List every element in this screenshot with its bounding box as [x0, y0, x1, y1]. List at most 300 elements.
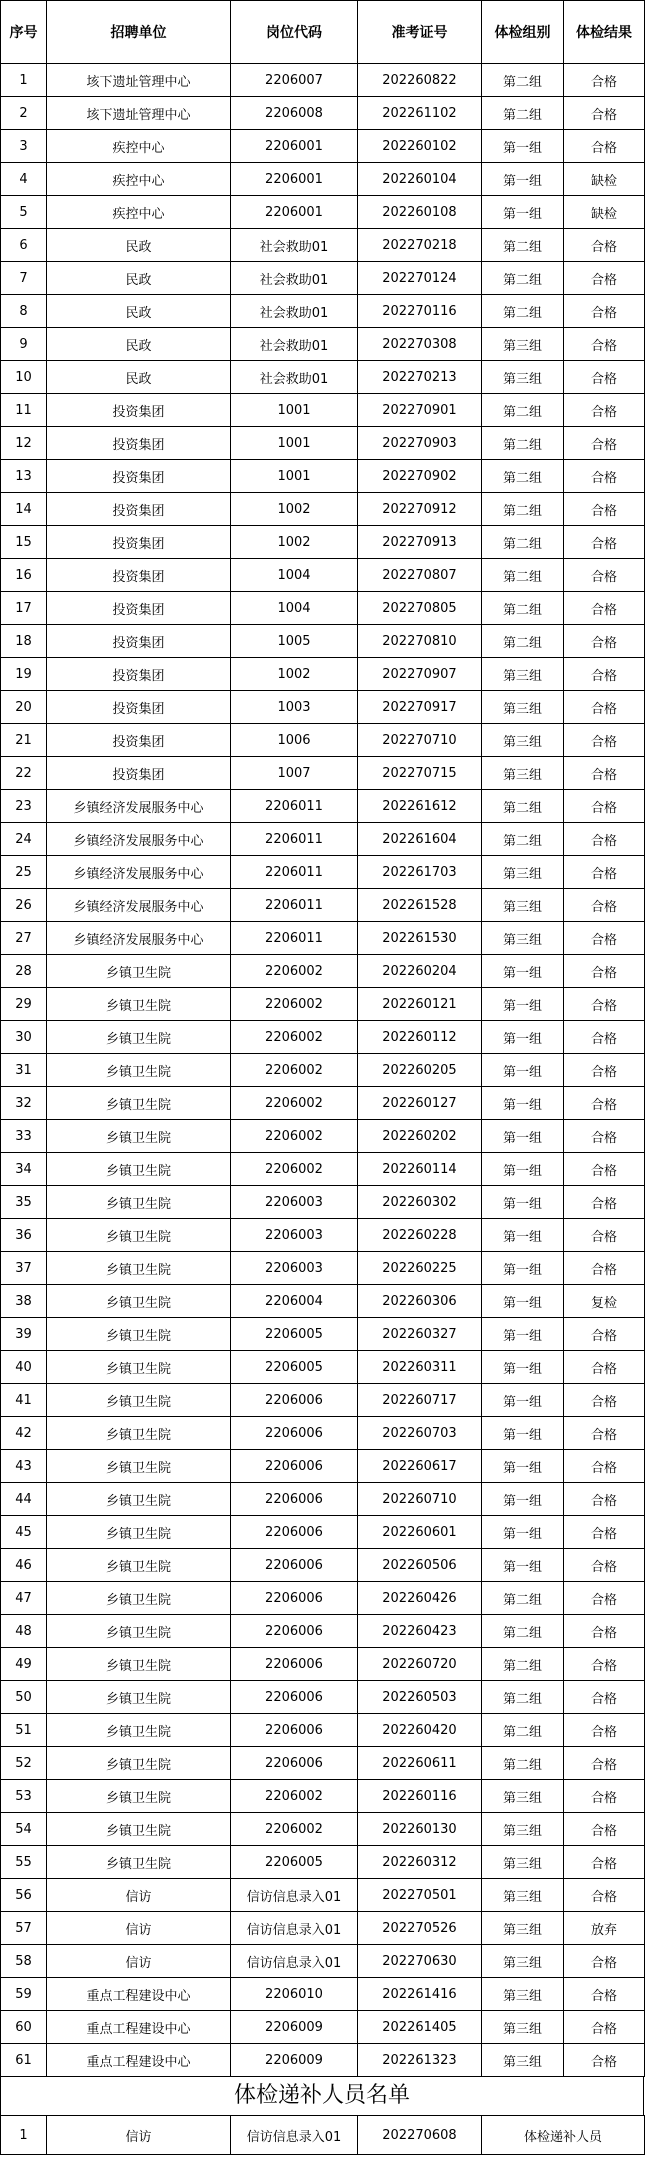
cell-ticket-number: 202270218	[358, 229, 482, 262]
cell-exam-result: 合格	[564, 460, 645, 493]
cell-exam-group: 第二组	[482, 394, 564, 427]
cell-ticket-number: 202260127	[358, 1087, 482, 1120]
cell-employer: 乡镇卫生院	[47, 1417, 231, 1450]
cell-index: 23	[1, 790, 47, 823]
cell-employer: 乡镇卫生院	[47, 1483, 231, 1516]
cell-ticket-number: 202260116	[358, 1780, 482, 1813]
cell-position-code: 1002	[231, 658, 358, 691]
cell-exam-group: 第三组	[482, 1846, 564, 1879]
cell-position-code: 1001	[231, 460, 358, 493]
cell-employer: 投资集团	[47, 493, 231, 526]
table-row	[1, 1615, 645, 1648]
cell-index: 39	[1, 1318, 47, 1351]
cell-index: 11	[1, 394, 47, 427]
cell-position-code: 2206006	[231, 1648, 358, 1681]
table-row	[1, 427, 645, 460]
cell-exam-result: 合格	[564, 1417, 645, 1450]
cell-position-code: 2206003	[231, 1219, 358, 1252]
cell-index: 42	[1, 1417, 47, 1450]
cell-exam-group: 第二组	[482, 262, 564, 295]
cell-exam-result: 合格	[564, 922, 645, 955]
cell-employer: 乡镇经济发展服务中心	[47, 823, 231, 856]
cell-position-code: 2206006	[231, 1681, 358, 1714]
cell-exam-result: 合格	[564, 1450, 645, 1483]
cell-exam-result: 合格	[564, 1747, 645, 1780]
cell-ticket-number: 202261102	[358, 97, 482, 130]
cell-position-code: 1001	[231, 394, 358, 427]
cell-position-code: 2206006	[231, 1450, 358, 1483]
table-row	[1, 64, 645, 97]
cell-exam-group: 第三组	[482, 1945, 564, 1978]
cell-employer: 信访	[47, 1945, 231, 1978]
cell-exam-result: 合格	[564, 1252, 645, 1285]
table-row	[1, 1384, 645, 1417]
cell-position-code: 2206006	[231, 1714, 358, 1747]
cell-exam-result: 合格	[564, 2011, 645, 2044]
table-row	[1, 1120, 645, 1153]
cell-position-code: 2206002	[231, 1054, 358, 1087]
cell-index: 45	[1, 1516, 47, 1549]
cell-position-code: 2206009	[231, 2011, 358, 2044]
cell-employer: 乡镇经济发展服务中心	[47, 790, 231, 823]
cell-position-code: 2206010	[231, 1978, 358, 2011]
cell-employer: 信访	[47, 1912, 231, 1945]
cell-employer: 乡镇卫生院	[47, 1450, 231, 1483]
cell-position-code: 2206006	[231, 1516, 358, 1549]
cell-position-code: 2206001	[231, 163, 358, 196]
cell-position-code: 2206011	[231, 889, 358, 922]
cell-exam-result: 合格	[564, 1153, 645, 1186]
table-row	[1, 130, 645, 163]
cell-exam-result: 合格	[564, 1648, 645, 1681]
cell-exam-group: 第一组	[482, 1087, 564, 1120]
cell-index: 35	[1, 1186, 47, 1219]
cell-ticket-number: 202260104	[358, 163, 482, 196]
cell-exam-result: 合格	[564, 1318, 645, 1351]
cell-position-code: 2206006	[231, 1747, 358, 1780]
cell-exam-result: 合格	[564, 262, 645, 295]
table-row	[1, 1978, 645, 2011]
header-index: 序号	[1, 1, 47, 64]
cell-index: 50	[1, 1681, 47, 1714]
table-row	[1, 1285, 645, 1318]
cell-exam-group: 第二组	[482, 229, 564, 262]
cell-index: 5	[1, 196, 47, 229]
cell-exam-result: 合格	[564, 1813, 645, 1846]
cell-exam-group: 第三组	[482, 1978, 564, 2011]
cell-position-code: 2206005	[231, 1318, 358, 1351]
table-row	[1, 658, 645, 691]
cell-position-code: 信访信息录入01	[231, 2116, 358, 2155]
cell-employer: 投资集团	[47, 691, 231, 724]
cell-exam-group: 第三组	[482, 2044, 564, 2077]
cell-exam-group: 第三组	[482, 2011, 564, 2044]
cell-exam-group: 第三组	[482, 658, 564, 691]
cell-exam-result: 合格	[564, 1021, 645, 1054]
cell-exam-result: 合格	[564, 625, 645, 658]
table-row	[1, 493, 645, 526]
cell-exam-result: 合格	[564, 1879, 645, 1912]
cell-position-code: 1004	[231, 559, 358, 592]
cell-ticket-number: 202260506	[358, 1549, 482, 1582]
cell-employer: 民政	[47, 328, 231, 361]
cell-ticket-number: 202270913	[358, 526, 482, 559]
cell-index: 40	[1, 1351, 47, 1384]
cell-exam-result: 合格	[564, 559, 645, 592]
cell-ticket-number: 202270901	[358, 394, 482, 427]
cell-index: 29	[1, 988, 47, 1021]
cell-index: 44	[1, 1483, 47, 1516]
supplement-row	[1, 2116, 645, 2155]
cell-exam-result: 合格	[564, 1516, 645, 1549]
cell-exam-group: 第二组	[482, 625, 564, 658]
cell-ticket-number: 202260717	[358, 1384, 482, 1417]
cell-index: 52	[1, 1747, 47, 1780]
cell-ticket-number: 202260112	[358, 1021, 482, 1054]
table-row	[1, 2044, 645, 2077]
cell-exam-group: 第二组	[482, 1714, 564, 1747]
cell-index: 17	[1, 592, 47, 625]
cell-exam-result: 放弃	[564, 1912, 645, 1945]
cell-exam-group: 第一组	[482, 1351, 564, 1384]
cell-ticket-number: 202260225	[358, 1252, 482, 1285]
cell-ticket-number: 202260601	[358, 1516, 482, 1549]
cell-ticket-number: 202260312	[358, 1846, 482, 1879]
cell-exam-group: 第二组	[482, 64, 564, 97]
cell-exam-group: 第一组	[482, 1516, 564, 1549]
cell-exam-group: 第三组	[482, 1912, 564, 1945]
cell-exam-result: 合格	[564, 1219, 645, 1252]
table-row	[1, 922, 645, 955]
cell-exam-group: 第二组	[482, 97, 564, 130]
cell-exam-result: 合格	[564, 295, 645, 328]
cell-employer: 重点工程建设中心	[47, 2044, 231, 2077]
cell-exam-result: 合格	[564, 1582, 645, 1615]
cell-exam-result: 合格	[564, 1945, 645, 1978]
cell-position-code: 社会救助01	[231, 229, 358, 262]
cell-exam-result: 合格	[564, 790, 645, 823]
cell-employer: 信访	[47, 2116, 231, 2155]
cell-exam-group: 第三组	[482, 889, 564, 922]
cell-employer: 乡镇卫生院	[47, 1054, 231, 1087]
cell-ticket-number: 202270630	[358, 1945, 482, 1978]
cell-index: 53	[1, 1780, 47, 1813]
cell-employer: 民政	[47, 262, 231, 295]
cell-index: 60	[1, 2011, 47, 2044]
table-row	[1, 823, 645, 856]
cell-ticket-number: 202260228	[358, 1219, 482, 1252]
table-row	[1, 724, 645, 757]
cell-index: 56	[1, 1879, 47, 1912]
cell-exam-group: 第二组	[482, 295, 564, 328]
header-position-code: 岗位代码	[231, 1, 358, 64]
cell-position-code: 2206011	[231, 922, 358, 955]
cell-position-code: 2206002	[231, 1813, 358, 1846]
cell-exam-group: 第一组	[482, 163, 564, 196]
cell-note: 体检递补人员	[482, 2116, 645, 2155]
supplement-table	[0, 2115, 645, 2155]
cell-exam-result: 合格	[564, 361, 645, 394]
cell-position-code: 2206007	[231, 64, 358, 97]
cell-exam-group: 第一组	[482, 1285, 564, 1318]
cell-employer: 乡镇卫生院	[47, 955, 231, 988]
table-row	[1, 625, 645, 658]
cell-ticket-number: 202270907	[358, 658, 482, 691]
table-row	[1, 1813, 645, 1846]
cell-exam-result: 合格	[564, 1054, 645, 1087]
cell-index: 25	[1, 856, 47, 889]
cell-index: 43	[1, 1450, 47, 1483]
cell-ticket-number: 202260703	[358, 1417, 482, 1450]
cell-index: 15	[1, 526, 47, 559]
cell-index: 14	[1, 493, 47, 526]
cell-employer: 乡镇卫生院	[47, 1747, 231, 1780]
cell-index: 47	[1, 1582, 47, 1615]
cell-ticket-number: 202260202	[358, 1120, 482, 1153]
cell-ticket-number: 202261405	[358, 2011, 482, 2044]
cell-exam-result: 合格	[564, 1351, 645, 1384]
table-row	[1, 988, 645, 1021]
cell-exam-result: 合格	[564, 757, 645, 790]
table-row	[1, 1549, 645, 1582]
cell-exam-group: 第一组	[482, 1021, 564, 1054]
cell-exam-group: 第一组	[482, 1186, 564, 1219]
cell-employer: 乡镇经济发展服务中心	[47, 856, 231, 889]
table-row	[1, 1417, 645, 1450]
cell-exam-group: 第二组	[482, 526, 564, 559]
results-body	[1, 64, 645, 2077]
cell-index: 33	[1, 1120, 47, 1153]
supplement-body	[1, 2116, 645, 2155]
table-row	[1, 1648, 645, 1681]
table-row	[1, 1516, 645, 1549]
cell-exam-group: 第二组	[482, 427, 564, 460]
cell-exam-group: 第二组	[482, 559, 564, 592]
table-row	[1, 889, 645, 922]
cell-ticket-number: 202261612	[358, 790, 482, 823]
cell-index: 49	[1, 1648, 47, 1681]
cell-ticket-number: 202260426	[358, 1582, 482, 1615]
table-row	[1, 394, 645, 427]
cell-ticket-number: 202270715	[358, 757, 482, 790]
cell-employer: 垓下遗址管理中心	[47, 97, 231, 130]
cell-employer: 乡镇卫生院	[47, 1087, 231, 1120]
cell-position-code: 2206011	[231, 823, 358, 856]
cell-index: 19	[1, 658, 47, 691]
cell-employer: 投资集团	[47, 658, 231, 691]
cell-position-code: 2206003	[231, 1186, 358, 1219]
cell-ticket-number: 202270810	[358, 625, 482, 658]
cell-employer: 乡镇卫生院	[47, 1516, 231, 1549]
table-row	[1, 1219, 645, 1252]
cell-ticket-number: 202261604	[358, 823, 482, 856]
cell-employer: 乡镇卫生院	[47, 1219, 231, 1252]
cell-index: 24	[1, 823, 47, 856]
cell-ticket-number: 202260327	[358, 1318, 482, 1351]
table-row	[1, 196, 645, 229]
cell-employer: 乡镇卫生院	[47, 988, 231, 1021]
table-row	[1, 1945, 645, 1978]
cell-ticket-number: 202260720	[358, 1648, 482, 1681]
cell-position-code: 2206002	[231, 1780, 358, 1813]
cell-position-code: 1006	[231, 724, 358, 757]
cell-ticket-number: 202260121	[358, 988, 482, 1021]
cell-index: 26	[1, 889, 47, 922]
cell-employer: 乡镇卫生院	[47, 1714, 231, 1747]
cell-ticket-number: 202260205	[358, 1054, 482, 1087]
cell-exam-group: 第三组	[482, 328, 564, 361]
cell-index: 7	[1, 262, 47, 295]
cell-ticket-number: 202260710	[358, 1483, 482, 1516]
cell-position-code: 2206002	[231, 1120, 358, 1153]
cell-ticket-number: 202260420	[358, 1714, 482, 1747]
cell-exam-group: 第二组	[482, 1582, 564, 1615]
cell-exam-result: 合格	[564, 988, 645, 1021]
cell-position-code: 1002	[231, 493, 358, 526]
cell-position-code: 社会救助01	[231, 262, 358, 295]
cell-exam-group: 第一组	[482, 1252, 564, 1285]
cell-position-code: 2206006	[231, 1417, 358, 1450]
cell-exam-group: 第一组	[482, 1318, 564, 1351]
cell-ticket-number: 202270116	[358, 295, 482, 328]
cell-position-code: 2206003	[231, 1252, 358, 1285]
cell-position-code: 2206008	[231, 97, 358, 130]
cell-exam-group: 第二组	[482, 1648, 564, 1681]
cell-exam-group: 第三组	[482, 361, 564, 394]
cell-position-code: 2206002	[231, 955, 358, 988]
cell-ticket-number: 202260108	[358, 196, 482, 229]
cell-employer: 投资集团	[47, 592, 231, 625]
cell-employer: 垓下遗址管理中心	[47, 64, 231, 97]
cell-exam-group: 第一组	[482, 1417, 564, 1450]
cell-ticket-number: 202260114	[358, 1153, 482, 1186]
cell-ticket-number: 202261323	[358, 2044, 482, 2077]
cell-employer: 乡镇卫生院	[47, 1120, 231, 1153]
cell-employer: 投资集团	[47, 460, 231, 493]
cell-employer: 民政	[47, 229, 231, 262]
cell-index: 22	[1, 757, 47, 790]
table-row	[1, 1747, 645, 1780]
cell-exam-group: 第一组	[482, 1153, 564, 1186]
cell-position-code: 2206006	[231, 1582, 358, 1615]
cell-employer: 乡镇卫生院	[47, 1384, 231, 1417]
table-row	[1, 1450, 645, 1483]
cell-position-code: 2206011	[231, 790, 358, 823]
cell-exam-result: 合格	[564, 1681, 645, 1714]
cell-ticket-number: 202260204	[358, 955, 482, 988]
cell-employer: 乡镇卫生院	[47, 1648, 231, 1681]
cell-position-code: 2206011	[231, 856, 358, 889]
cell-exam-result: 合格	[564, 1846, 645, 1879]
header-row	[1, 1, 645, 64]
cell-exam-result: 合格	[564, 1714, 645, 1747]
cell-position-code: 1007	[231, 757, 358, 790]
cell-employer: 乡镇经济发展服务中心	[47, 922, 231, 955]
cell-exam-result: 合格	[564, 1978, 645, 2011]
cell-exam-result: 合格	[564, 724, 645, 757]
cell-exam-result: 合格	[564, 1483, 645, 1516]
cell-exam-group: 第一组	[482, 1483, 564, 1516]
table-row	[1, 1780, 645, 1813]
cell-exam-group: 第三组	[482, 1879, 564, 1912]
cell-index: 46	[1, 1549, 47, 1582]
cell-exam-group: 第二组	[482, 823, 564, 856]
cell-ticket-number: 202260130	[358, 1813, 482, 1846]
cell-exam-result: 合格	[564, 493, 645, 526]
cell-employer: 乡镇卫生院	[47, 1186, 231, 1219]
cell-index: 1	[1, 2116, 47, 2155]
cell-ticket-number: 202261703	[358, 856, 482, 889]
table-row	[1, 1186, 645, 1219]
cell-employer: 乡镇卫生院	[47, 1813, 231, 1846]
cell-exam-result: 合格	[564, 856, 645, 889]
cell-index: 9	[1, 328, 47, 361]
table-row	[1, 1714, 645, 1747]
table-row	[1, 1846, 645, 1879]
cell-position-code: 2206004	[231, 1285, 358, 1318]
cell-ticket-number: 202260822	[358, 64, 482, 97]
cell-index: 6	[1, 229, 47, 262]
cell-position-code: 2206002	[231, 988, 358, 1021]
cell-exam-result: 合格	[564, 394, 645, 427]
cell-exam-group: 第三组	[482, 1780, 564, 1813]
cell-exam-result: 合格	[564, 328, 645, 361]
cell-exam-group: 第一组	[482, 1054, 564, 1087]
cell-exam-group: 第二组	[482, 460, 564, 493]
table-row	[1, 1021, 645, 1054]
table-row	[1, 460, 645, 493]
table-row	[1, 1879, 645, 1912]
cell-exam-result: 缺检	[564, 163, 645, 196]
cell-employer: 乡镇卫生院	[47, 1021, 231, 1054]
cell-index: 3	[1, 130, 47, 163]
cell-ticket-number: 202260302	[358, 1186, 482, 1219]
cell-exam-result: 合格	[564, 889, 645, 922]
cell-ticket-number: 202260102	[358, 130, 482, 163]
cell-exam-result: 合格	[564, 2044, 645, 2077]
cell-exam-result: 合格	[564, 691, 645, 724]
cell-index: 51	[1, 1714, 47, 1747]
cell-position-code: 1004	[231, 592, 358, 625]
cell-index: 18	[1, 625, 47, 658]
cell-ticket-number: 202270526	[358, 1912, 482, 1945]
table-row	[1, 1087, 645, 1120]
cell-exam-group: 第二组	[482, 1747, 564, 1780]
cell-position-code: 2206006	[231, 1384, 358, 1417]
cell-exam-group: 第一组	[482, 1219, 564, 1252]
cell-position-code: 信访信息录入01	[231, 1912, 358, 1945]
cell-exam-group: 第二组	[482, 1681, 564, 1714]
cell-employer: 投资集团	[47, 724, 231, 757]
cell-employer: 信访	[47, 1879, 231, 1912]
cell-exam-result: 合格	[564, 955, 645, 988]
table-row	[1, 1483, 645, 1516]
cell-exam-result: 合格	[564, 427, 645, 460]
cell-index: 54	[1, 1813, 47, 1846]
cell-employer: 乡镇卫生院	[47, 1846, 231, 1879]
cell-exam-group: 第一组	[482, 1549, 564, 1582]
cell-exam-group: 第三组	[482, 691, 564, 724]
cell-ticket-number: 202260611	[358, 1747, 482, 1780]
cell-exam-result: 合格	[564, 64, 645, 97]
cell-index: 58	[1, 1945, 47, 1978]
cell-employer: 疾控中心	[47, 130, 231, 163]
supplement-title: 体检递补人员名单	[0, 2077, 644, 2115]
cell-exam-result: 合格	[564, 1120, 645, 1153]
table-row	[1, 295, 645, 328]
table-row	[1, 1252, 645, 1285]
cell-index: 36	[1, 1219, 47, 1252]
